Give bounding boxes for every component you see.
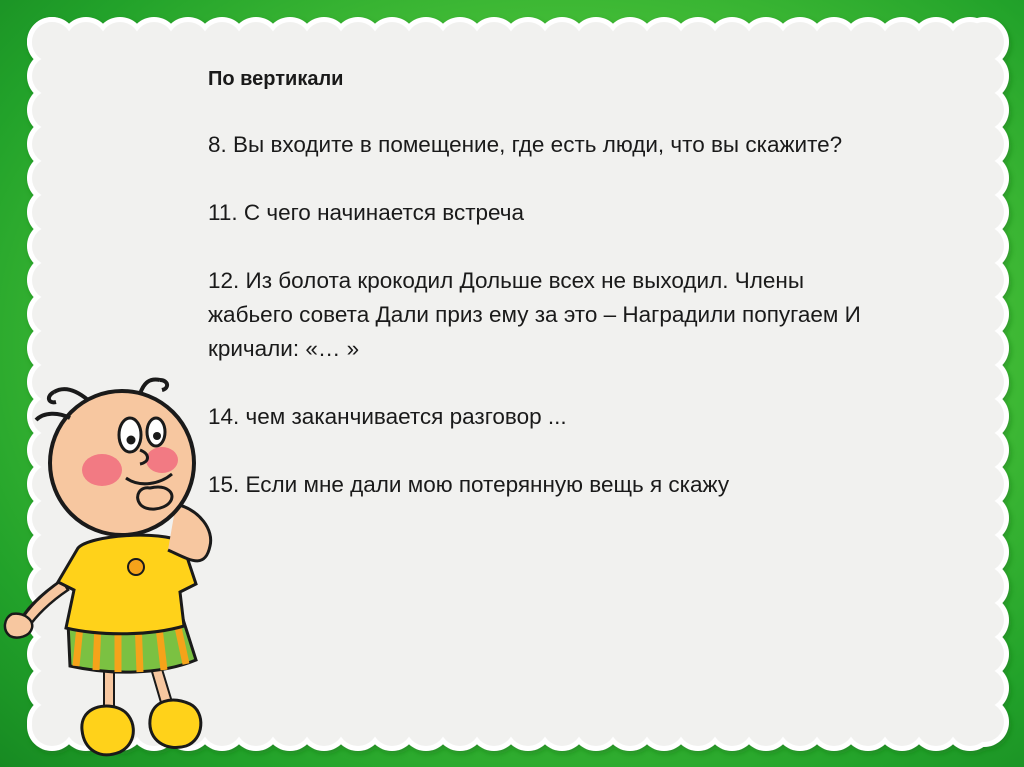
section-heading: По вертикали xyxy=(208,68,344,90)
clue-list xyxy=(208,62,968,536)
thinking-child-icon xyxy=(0,370,240,767)
clue-item-12: 12. Из болота крокодил Дольше всех не выходил. Члены жабьего совета Дали приз ему за это – Наградили попугаем И кричали: «… » xyxy=(208,268,861,361)
clue-item-14: 14. чем заканчивается разговор ... xyxy=(208,404,567,429)
clue-item-15: 15. Если мне дали мою потерянную вещь я скажу xyxy=(208,472,730,497)
clue-item-8: 8. Вы входите в помещение, где есть люди, что вы скажите? xyxy=(208,132,843,157)
clue-item-11: 11. С чего начинается встреча xyxy=(208,200,525,225)
